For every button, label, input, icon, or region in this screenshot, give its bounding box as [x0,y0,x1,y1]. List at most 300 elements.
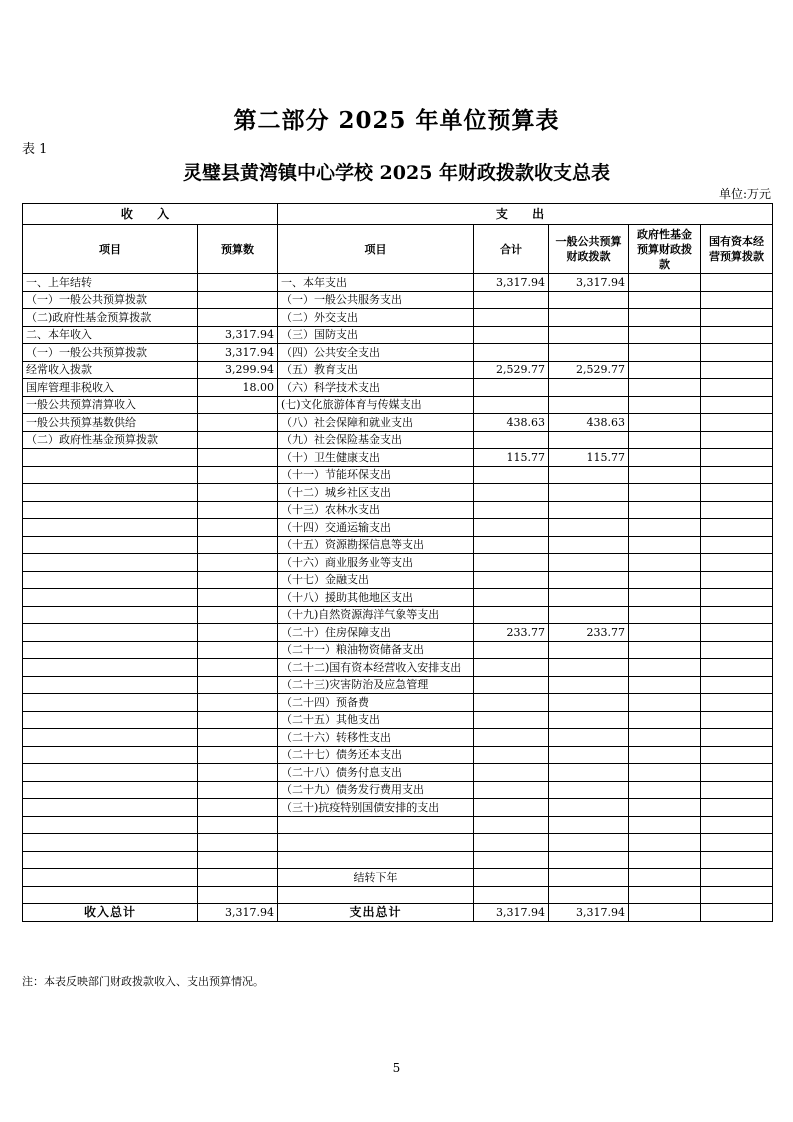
expense-item-cell: 结转下年 [278,869,474,887]
expense-fund-cell [629,764,701,782]
expense-general-cell [549,851,629,869]
table-row [23,431,773,449]
expense-capital-cell [701,344,773,362]
expense-total-cell [474,554,549,572]
income-item-cell: 一般公共预算基数供给 [23,414,198,432]
page-number: 5 [392,1061,401,1075]
expense-general-cell [549,711,629,729]
expense-item-cell [278,886,474,904]
income-amount-cell [198,694,278,712]
expense-item-cell: （十五）资源勘探信息等支出 [278,536,474,554]
expense-fund-cell [629,589,701,607]
table-row [23,816,773,834]
table-row [23,536,773,554]
table-row [23,764,773,782]
income-amount-cell: 18.00 [198,379,278,397]
expense-capital-cell [701,624,773,642]
income-item-cell [23,466,198,484]
expense-item-cell: （二十）住房保障支出 [278,624,474,642]
expense-capital-cell [701,536,773,554]
expense-item-cell [278,816,474,834]
table-row [23,641,773,659]
expense-fund-cell [629,344,701,362]
income-amount-cell [198,431,278,449]
expense-fund-cell [629,274,701,292]
expense-capital-cell [701,641,773,659]
income-item-cell [23,571,198,589]
header-budget: 预算数 [198,225,278,274]
header-group-row [23,204,773,225]
expense-fund-cell [629,414,701,432]
expense-capital-cell [701,361,773,379]
expense-general-cell [549,799,629,817]
table-row [23,799,773,817]
income-amount-cell [198,291,278,309]
expense-item-cell: （一）一般公共服务支出 [278,291,474,309]
table-note: 注：本表反映部门财政拨款收入、支出预算情况。 [22,975,264,988]
table-row [23,589,773,607]
expense-fund-cell [629,729,701,747]
expense-general-cell [549,676,629,694]
expense-total-cell [474,869,549,887]
expense-item-cell: （二十七）债务还本支出 [278,746,474,764]
expense-general-cell [549,606,629,624]
income-item-cell [23,729,198,747]
income-amount-cell [198,449,278,467]
expense-total-cell [474,781,549,799]
expense-fund-cell [629,711,701,729]
income-amount-cell [198,519,278,537]
table-row [23,869,773,887]
expense-group-header: 支 出 [278,204,773,225]
expense-capital-cell [701,799,773,817]
expense-general-cell [549,886,629,904]
income-amount-cell [198,274,278,292]
expense-capital-cell [701,764,773,782]
income-item-cell: （一）一般公共预算拨款 [23,344,198,362]
income-amount-cell [198,834,278,852]
expense-total-label: 支出总计 [278,904,474,922]
expense-fund-cell [629,361,701,379]
table-row [23,274,773,292]
table-row [23,571,773,589]
expense-capital-cell [701,396,773,414]
expense-total-cell [474,396,549,414]
income-item-cell [23,816,198,834]
expense-general-cell [549,834,629,852]
expense-capital-cell [701,729,773,747]
expense-fund-cell [629,676,701,694]
expense-general-cell [549,396,629,414]
expense-fund-cell [629,851,701,869]
expense-capital-cell [701,431,773,449]
expense-capital-cell [701,326,773,344]
expense-capital-cell [701,484,773,502]
expense-total-cell [474,344,549,362]
expense-general-total: 3,317.94 [549,904,629,922]
expense-total-cell [474,536,549,554]
table-row [23,851,773,869]
income-item-cell [23,764,198,782]
expense-fund-total [629,904,701,922]
expense-capital-cell [701,834,773,852]
expense-capital-cell [701,851,773,869]
income-amount-cell [198,414,278,432]
expense-general-cell: 115.77 [549,449,629,467]
expense-item-cell: （十）卫生健康支出 [278,449,474,467]
income-item-cell [23,536,198,554]
expense-total-cell [474,851,549,869]
expense-capital-cell [701,571,773,589]
expense-fund-cell [629,309,701,327]
expense-general-cell [549,816,629,834]
income-amount-cell [198,554,278,572]
income-item-cell [23,624,198,642]
expense-item-cell: （二十四）预备费 [278,694,474,712]
expense-general-cell [549,781,629,799]
expense-general-cell [549,291,629,309]
expense-general-cell [549,379,629,397]
expense-total-cell [474,571,549,589]
income-item-cell [23,501,198,519]
expense-total-cell [474,729,549,747]
income-amount-cell [198,799,278,817]
expense-general-cell [549,431,629,449]
expense-total-cell [474,466,549,484]
expense-fund-cell [629,449,701,467]
expense-item-cell [278,834,474,852]
expense-total-cell [474,431,549,449]
expense-item-cell: （十四）交通运输支出 [278,519,474,537]
expense-total-cell [474,326,549,344]
income-item-cell [23,711,198,729]
expense-item-cell: （六）科学技术支出 [278,379,474,397]
header-fund-budget: 政府性基金预算财政拨款 [629,225,701,274]
expense-item-cell: （二十二)国有资本经营收入安排支出 [278,659,474,677]
table-row [23,659,773,677]
income-amount-cell [198,886,278,904]
expense-fund-cell [629,396,701,414]
expense-general-cell [549,326,629,344]
expense-total-cell [474,764,549,782]
table-row [23,309,773,327]
expense-fund-cell [629,694,701,712]
table-body [23,274,773,904]
table-row [23,676,773,694]
table-number: 表 1 [22,142,48,157]
expense-capital-cell [701,606,773,624]
table-row [23,449,773,467]
income-amount-cell [198,711,278,729]
expense-fund-cell [629,834,701,852]
table-row [23,554,773,572]
income-item-cell [23,484,198,502]
expense-item-cell: （三）国防支出 [278,326,474,344]
expense-total-cell [474,711,549,729]
expense-item-cell: （三十)抗疫特别国债安排的支出 [278,799,474,817]
expense-total-cell: 438.63 [474,414,549,432]
expense-capital-cell [701,676,773,694]
expense-item-cell: （十一）节能环保支出 [278,466,474,484]
expense-general-cell: 2,529.77 [549,361,629,379]
income-item-cell: （二）政府性基金预算拨款 [23,431,198,449]
income-amount-cell [198,781,278,799]
expense-fund-cell [629,869,701,887]
expense-fund-cell [629,659,701,677]
expense-item-cell: （二十八）债务付息支出 [278,764,474,782]
expense-capital-cell [701,554,773,572]
expense-total-cell [474,291,549,309]
expense-item-cell: （十八）援助其他地区支出 [278,589,474,607]
expense-item-cell: （二十九）债务发行费用支出 [278,781,474,799]
table-row [23,886,773,904]
expense-total-cell [474,589,549,607]
expense-total-cell [474,519,549,537]
expense-item-cell: （二）外交支出 [278,309,474,327]
income-amount-cell [198,484,278,502]
expense-total-cell [474,484,549,502]
table-row [23,834,773,852]
expense-item-cell: （九）社会保险基金支出 [278,431,474,449]
income-amount-cell [198,746,278,764]
expense-capital-cell [701,659,773,677]
expense-total-cell [474,816,549,834]
income-item-cell [23,746,198,764]
income-item-cell [23,606,198,624]
expense-fund-cell [629,624,701,642]
expense-item-cell: （二十六）转移性支出 [278,729,474,747]
expense-item-cell: (七)文化旅游体育与传媒支出 [278,396,474,414]
expense-capital-cell [701,501,773,519]
income-amount-cell [198,466,278,484]
income-amount-cell [198,659,278,677]
expense-total-cell [474,834,549,852]
income-amount-cell [198,606,278,624]
income-item-cell [23,869,198,887]
expense-general-cell [549,746,629,764]
income-amount-cell [198,641,278,659]
expense-capital-cell [701,449,773,467]
table-row [23,379,773,397]
income-amount-cell [198,571,278,589]
income-group-header: 收 入 [23,204,278,225]
expense-general-cell [549,309,629,327]
expense-capital-cell [701,519,773,537]
income-amount-cell [198,676,278,694]
expense-total-cell [474,746,549,764]
budget-table [22,203,773,922]
income-amount-cell [198,396,278,414]
expense-total-cell [474,379,549,397]
expense-capital-cell [701,589,773,607]
expense-item-cell: （十三）农林水支出 [278,501,474,519]
expense-capital-cell [701,466,773,484]
expense-fund-cell [629,641,701,659]
expense-item-cell: （十七）金融支出 [278,571,474,589]
expense-capital-cell [701,414,773,432]
expense-fund-cell [629,519,701,537]
expense-total-cell [474,641,549,659]
page-title: 灵璧县黄湾镇中心学校 2025 年财政拨款收支总表 [182,162,611,184]
expense-fund-cell [629,484,701,502]
expense-item-cell: （十二）城乡社区支出 [278,484,474,502]
expense-general-cell [549,571,629,589]
income-item-cell: 二、本年收入 [23,326,198,344]
income-item-cell [23,449,198,467]
expense-general-cell [549,641,629,659]
header-state-capital: 国有资本经营预算拨款 [701,225,773,274]
income-amount-cell: 3,299.94 [198,361,278,379]
expense-item-cell: （二十五）其他支出 [278,711,474,729]
expense-capital-cell [701,274,773,292]
income-amount-cell [198,869,278,887]
income-item-cell [23,886,198,904]
income-amount-cell: 3,317.94 [198,344,278,362]
expense-general-cell: 233.77 [549,624,629,642]
income-item-cell: 一、上年结转 [23,274,198,292]
expense-capital-cell [701,886,773,904]
expense-general-cell [549,694,629,712]
expense-item-cell: （二十一）粮油物资储备支出 [278,641,474,659]
table-row [23,326,773,344]
table-row [23,414,773,432]
expense-fund-cell [629,536,701,554]
table-row [23,396,773,414]
expense-fund-cell [629,501,701,519]
expense-capital-cell [701,746,773,764]
expense-capital-cell [701,781,773,799]
table-row [23,746,773,764]
income-item-cell [23,554,198,572]
header-expense-item: 项目 [278,225,474,274]
expense-general-cell [549,466,629,484]
table-row [23,781,773,799]
income-total-label: 收入总计 [23,904,198,922]
table-row [23,466,773,484]
expense-total-cell [474,799,549,817]
income-item-cell: （二)政府性基金预算拨款 [23,309,198,327]
expense-total-cell: 2,529.77 [474,361,549,379]
expense-total-cell: 233.77 [474,624,549,642]
income-amount-cell [198,501,278,519]
expense-capital-cell [701,869,773,887]
expense-general-cell: 3,317.94 [549,274,629,292]
expense-fund-cell [629,781,701,799]
expense-general-cell [549,344,629,362]
expense-capital-cell [701,711,773,729]
income-item-cell [23,676,198,694]
expense-general-cell [549,484,629,502]
expense-total-amount: 3,317.94 [474,904,549,922]
expense-fund-cell [629,886,701,904]
income-amount-cell [198,851,278,869]
expense-item-cell: （十九)自然资源海洋气象等支出 [278,606,474,624]
income-item-cell [23,834,198,852]
expense-general-cell [549,589,629,607]
expense-fund-cell [629,606,701,624]
expense-general-cell [549,729,629,747]
expense-fund-cell [629,379,701,397]
expense-general-cell [549,764,629,782]
income-amount-cell: 3,317.94 [198,326,278,344]
expense-item-cell: （二十三)灾害防治及应急管理 [278,676,474,694]
expense-fund-cell [629,799,701,817]
income-item-cell [23,589,198,607]
expense-general-cell [549,554,629,572]
table-row [23,484,773,502]
income-item-cell [23,519,198,537]
income-amount-cell [198,729,278,747]
expense-total-cell [474,694,549,712]
table-row [23,606,773,624]
income-item-cell: 经常收入拨款 [23,361,198,379]
expense-capital-cell [701,694,773,712]
expense-item-cell: （四）公共安全支出 [278,344,474,362]
expense-total-cell [474,606,549,624]
expense-fund-cell [629,466,701,484]
expense-total-cell [474,659,549,677]
expense-fund-cell [629,554,701,572]
expense-general-cell: 438.63 [549,414,629,432]
expense-item-cell: （十六）商业服务业等支出 [278,554,474,572]
income-amount-cell [198,816,278,834]
header-row [23,225,773,274]
expense-capital-cell [701,816,773,834]
income-total-amount: 3,317.94 [198,904,278,922]
income-item-cell [23,641,198,659]
unit-label: 单位:万元 [718,187,771,201]
income-amount-cell [198,589,278,607]
expense-fund-cell [629,326,701,344]
expense-total-cell [474,309,549,327]
expense-total-cell [474,501,549,519]
table-row [23,361,773,379]
income-item-cell: 一般公共预算清算收入 [23,396,198,414]
income-item-cell: （一）一般公共预算拨款 [23,291,198,309]
expense-fund-cell [629,431,701,449]
expense-general-cell [549,659,629,677]
expense-fund-cell [629,816,701,834]
income-amount-cell [198,536,278,554]
expense-item-cell: （八）社会保障和就业支出 [278,414,474,432]
table-row [23,519,773,537]
table-row [23,729,773,747]
expense-general-cell [549,519,629,537]
expense-general-cell [549,501,629,519]
header-total: 合计 [474,225,549,274]
expense-fund-cell [629,291,701,309]
expense-total-cell: 3,317.94 [474,274,549,292]
header-item: 项目 [23,225,198,274]
table-row [23,711,773,729]
header-general-budget: 一般公共预算财政拨款 [549,225,629,274]
expense-item-cell: 一、本年支出 [278,274,474,292]
expense-total-cell [474,676,549,694]
income-amount-cell [198,309,278,327]
expense-item-cell [278,851,474,869]
income-item-cell: 国库管理非税收入 [23,379,198,397]
expense-total-cell [474,886,549,904]
expense-fund-cell [629,571,701,589]
table-row [23,501,773,519]
expense-fund-cell [629,746,701,764]
income-item-cell [23,799,198,817]
table-row [23,291,773,309]
income-item-cell [23,781,198,799]
income-item-cell [23,659,198,677]
table-row [23,624,773,642]
expense-total-cell: 115.77 [474,449,549,467]
